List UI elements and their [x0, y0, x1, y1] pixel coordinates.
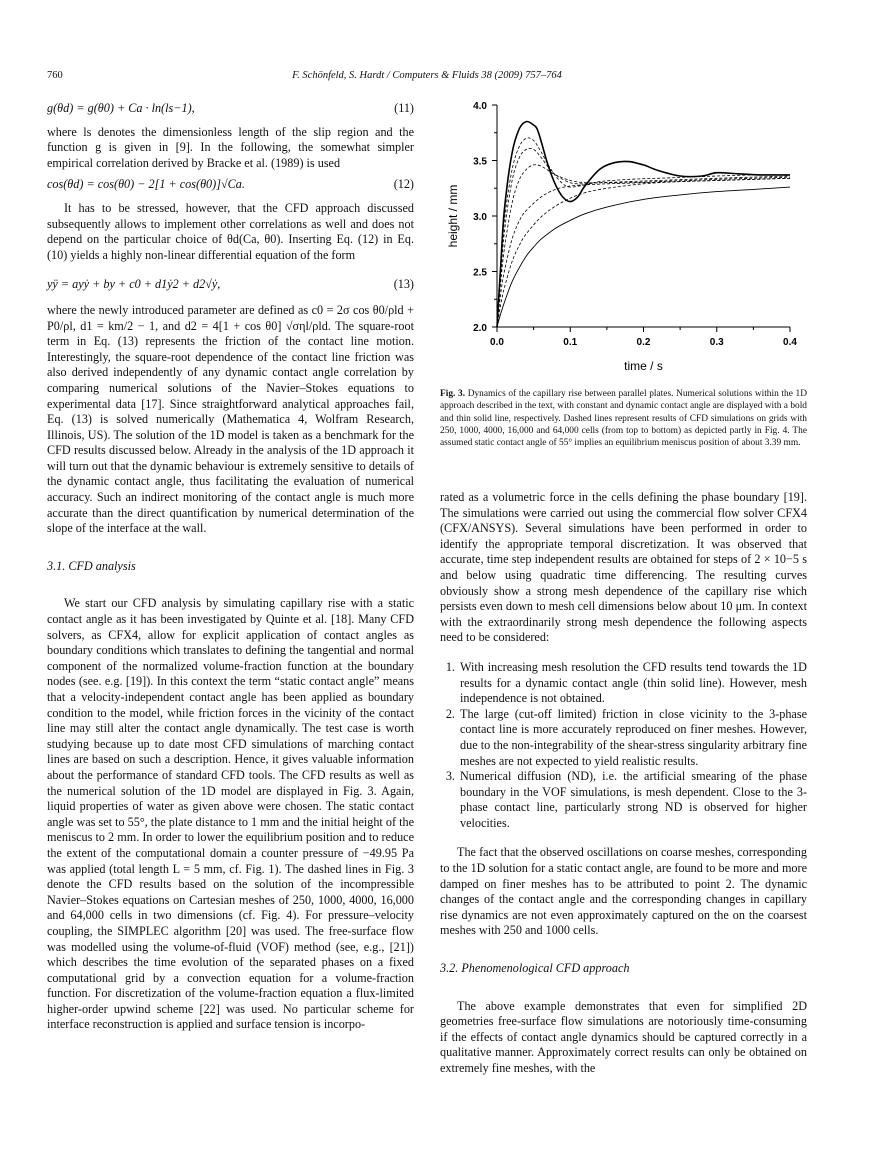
- x-tick-label: 0.0: [490, 337, 504, 348]
- paragraph: It has to be stressed, however, that the CFD approach discussed subsequently allows to implement other correlations as well and does not depend on the particular choice of θd(Ca, θ0). Inserting Eq. (12) in Eq. (10) yields a highly non-linear differential equation of the form: [47, 200, 414, 262]
- chart: [440, 95, 807, 380]
- equation-12: [47, 177, 414, 193]
- equation-11-number: (11): [394, 101, 414, 115]
- y-axis-label: height / mm: [446, 184, 460, 248]
- chart-lines: [497, 121, 790, 327]
- y-tick-label: 2.5: [473, 267, 487, 279]
- y-tick-label: 3.0: [473, 212, 487, 223]
- series-line-2: [497, 148, 790, 327]
- equation-13: [47, 277, 414, 293]
- figure-caption: [440, 388, 807, 449]
- caption-text: Dynamics of the capillary rise between parallel plates. Numerical solutions within the 1D approach described in the text, with constant and dynamic contact angle are displayed with a bold and thin solid line, respectively. Dashed lines represent results of CFD simulations on grids with 250, 1000, 4000, 16,000 and 64,000 cells (from top to bottom) as depicted partly in Fig. 4. The assumed static contact angle of 55° implies an equilibrium meniscus position of about 3.39 mm.: [440, 389, 807, 449]
- equation-13-body: yÿ = ayẏ + by + c0 + d1ẏ2 + d2√ẏ,: [47, 277, 221, 292]
- x-tick-label: 0.4: [783, 337, 797, 348]
- series-line-5: [497, 178, 790, 327]
- x-axis-label: time / s: [624, 359, 663, 373]
- y-tick-label: 2.0: [473, 323, 487, 334]
- section-heading: 3.2. Phenomenological CFD approach: [440, 961, 630, 976]
- equation-11: [47, 101, 414, 117]
- paragraph: where the newly introduced parameter are defined as c0 = 2σ cos θ0/ρld + P0/ρl, d1 = km/2 − 1, and d2 = 4[1 + cos θ0] √σηl/ρld. The square-root term in Eq. (13) represents the friction of the contact line motion. Interestingly, the square-root dependence of the contact line friction was also derived independently of any dynamic contact angle correlation by comparing numerical solutions of the Navier–Stokes equations to experimental data [17]. Since straightforward analytical approaches fail, Eq. (13) is solved numerically (Mathematica 4, Wolfram Research, Illinois, US). The solution of the 1D model is taken as a benchmark for the CFD results discussed below. Already in the analysis of the 1D approach it will turn out that the dynamic behaviour is extremely sensitive to details of the dynamic contact angle, thus facilitating the evaluation of numerical accuracy. Such an indirect monitoring of the contact angle is much more accurate than the direct quantification by numerical determination of the slope of the interface at the wall.: [47, 302, 414, 536]
- right-column: [440, 490, 807, 1077]
- x-tick-label: 0.2: [636, 337, 651, 348]
- series-line-3: [497, 165, 790, 327]
- series-line-4: [497, 178, 790, 327]
- page-number: 760: [47, 70, 63, 81]
- list-item: 3. Numerical diffusion (ND), i.e. the artificial smearing of the phase boundary in the VOF simulations, is mesh dependent. Close to the 3-phase contact line, particularly strong ND is observed for higher velocities.: [458, 769, 807, 831]
- left-column: [47, 95, 414, 1033]
- numbered-list: [440, 660, 807, 832]
- figure-3: [440, 95, 807, 385]
- series-line-6: [497, 187, 790, 327]
- paragraph: where ls denotes the dimensionless length of the slip region and the function g is given in [9]. In the following, the somewhat simpler empirical correlation derived by Bracke et al. (1989) is used: [47, 124, 414, 170]
- running-title: F. Schönfeld, S. Hardt / Computers & Fluids 38 (2009) 757–764: [292, 70, 562, 81]
- list-item: 1. With increasing mesh resolution the CFD results tend towards the 1D results for a dynamic contact angle (thin solid line). However, mesh independence is not obtained.: [458, 660, 807, 707]
- equation-12-body: cos(θd) = cos(θ0) − 2[1 + cos(θ0)]√Ca.: [47, 177, 245, 192]
- x-tick-label: 0.3: [709, 337, 724, 348]
- equation-11-body: g(θd) = g(θ0) + Ca · ln(ls−1),: [47, 101, 195, 115]
- paragraph: The fact that the observed oscillations on coarse meshes, corresponding to the 1D solution for a static contact angle, are found to be more and more damped on finer meshes has to be attributed to point 2. The dynamic changes of the contact angle and the corresponding changes in capillary rise dynamics are not even approximately captured on the on the coarsest meshes with 250 and 1000 cells.: [440, 845, 807, 938]
- equation-12-number: (12): [393, 177, 414, 192]
- equation-13-number: (13): [393, 277, 414, 292]
- section-heading: 3.1. CFD analysis: [47, 558, 136, 573]
- chart-axes: [473, 101, 797, 348]
- x-tick-label: 0.1: [563, 337, 578, 348]
- paragraph: We start our CFD analysis by simulating capillary rise with a static contact angle as it has been investigated by Quinte et al. [18]. Many CFD solvers, as CFX4, allow for explicit application of contact angles as boundary conditions which translates to defining the tangential and normal component of the normalized volume-fraction function at the boundary nodes (see. e.g. [19]). In this context the term “static contact angle” means that a velocity-independent contact angle has been applied as boundary condition to the model, while friction forces in the vicinity of the contact line may still alter the contact angle dynamically. The test case is worth studying because up to date most CFD simulations of marching contact lines are based on such a description. Hence, it gives valuable information about the performance of standard CFD tools. The CFD results as well as the numerical solution of the 1D model are displayed in Fig. 3. Again, liquid properties of water as given above were chosen. The static contact angle was set to 55°, the plate distance to 1 mm and the initial height of the meniscus to 2 mm. In order to lower the equilibrium position and to reduce the extent of the computational domain a counter pressure of −49.95 Pa was applied (total length L = 5 mm, cf. Fig. 1). The dashed lines in Fig. 3 denote the CFD results based on the solution of the incompressible Navier–Stokes equations on Cartesian meshes of 250, 1000, 4000, 16,000 and 64,000 cells in two dimensions (cf. Fig. 4). For pressure–velocity coupling, the SIMPLEC algorithm [20] was used. The free-surface flow was modelled using the volume-of-fluid (VOF) method (see, e.g., [21]) which describes the time evolution of the separated phases on a fixed computational grid by a convection equation for a volume-fraction function. For discretization of the volume-fraction equation a flux-limited higher-order upwind scheme [22] was used. No particular scheme for interface reconstruction is applied and surface tension is incorpo-: [47, 596, 414, 1032]
- list-item: 2. The large (cut-off limited) friction in close vicinity to the 3-phase contact line is more accurately reproduced on finer meshes. However, due to the non-integrability of the shear-stress singularity arbitrary fine meshes are not expected to yield realistic results.: [458, 707, 807, 769]
- paragraph: rated as a volumetric force in the cells defining the phase boundary [19]. The simulations were carried out using the commercial flow solver CFX4 (CFX/ANSYS). Several simulations have been performed in order to identify the appropriate temporal discretization. It was observed that accurate, time step independent results are obtained for steps of 2 × 10−5 s and below using quadratic time differencing. The resulting curves obviously show a strong mesh dependence of the capillary rise which persists even down to mesh cell dimensions below about 10 μm. In context with the extraordinarily strong mesh dependence the following aspects need to be considered:: [440, 490, 807, 645]
- paragraph: The above example demonstrates that even for simplified 2D geometries free-surface flow simulations are notoriously time-consuming if the effects of contact angle dynamics should be captured correctly in a qualitative manner. Approximately correct results can only be obtained on extremely fine meshes, with the: [440, 998, 807, 1075]
- y-tick-label: 4.0: [473, 101, 487, 112]
- caption-label: Fig. 3.: [440, 389, 466, 399]
- y-tick-label: 3.5: [473, 156, 487, 168]
- series-line-1: [497, 138, 790, 327]
